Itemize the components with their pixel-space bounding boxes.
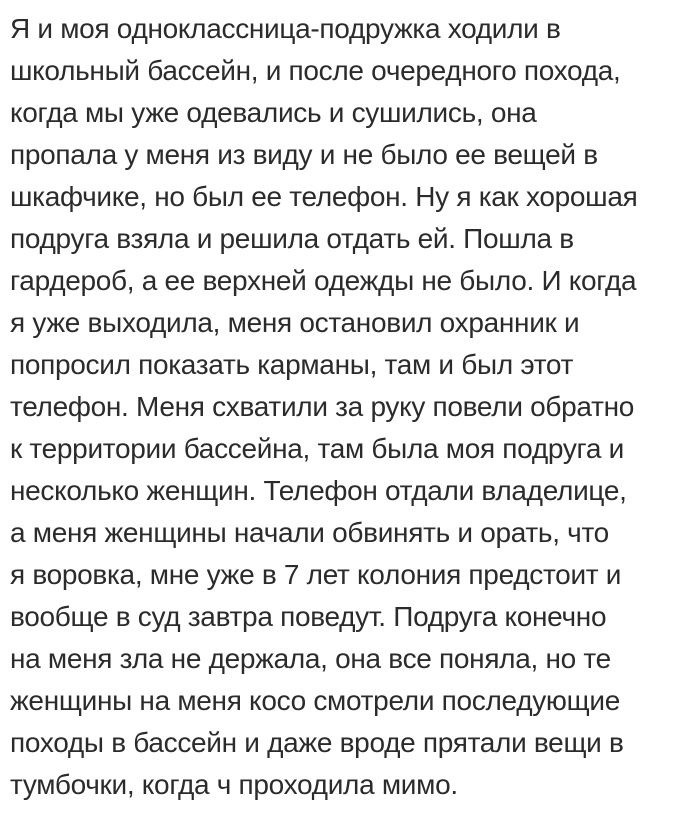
story-line: а меня женщины начали обвинять и орать, что	[10, 517, 609, 548]
story-line: на меня зла не держала, она все поняла, но те	[10, 643, 611, 674]
story-line: пропала у меня из виду и не было ее вещей в	[10, 139, 598, 170]
story-line: попросил показать карманы, там и был этот	[10, 349, 574, 380]
story-line: вообще в суд завтра поведут. Подруга конечно	[10, 601, 607, 632]
story-line: я воровка, мне уже в 7 лет колония предстоит и	[10, 559, 622, 590]
story-line: шкафчике, но был ее телефон. Ну я как хорошая	[10, 181, 638, 212]
story-line: школьный бассейн, и после очередного похода,	[10, 55, 621, 86]
story-line: женщины на меня косо смотрели последующие	[10, 685, 620, 716]
story-line: тумбочки, когда ч проходила мимо.	[10, 769, 458, 800]
story-line: несколько женщин. Телефон отдали владелице,	[10, 475, 627, 506]
story-line: гардероб, а ее верхней одежды не было. И когда	[10, 265, 637, 296]
story-line: Я и моя одноклассница-подружка ходили в	[10, 13, 561, 44]
story-line: походы в бассейн и даже вроде прятали вещи в	[10, 727, 624, 758]
story-line: я уже выходила, меня остановил охранник и	[10, 307, 580, 338]
story-line: к территории бассейна, там была моя подруга и	[10, 433, 624, 464]
story-line: телефон. Меня схватили за руку повели обратно	[10, 391, 635, 422]
story-line: подруга взяла и решила отдать ей. Пошла в	[10, 223, 574, 254]
story-line: когда мы уже одевались и сушились, она	[10, 97, 537, 128]
